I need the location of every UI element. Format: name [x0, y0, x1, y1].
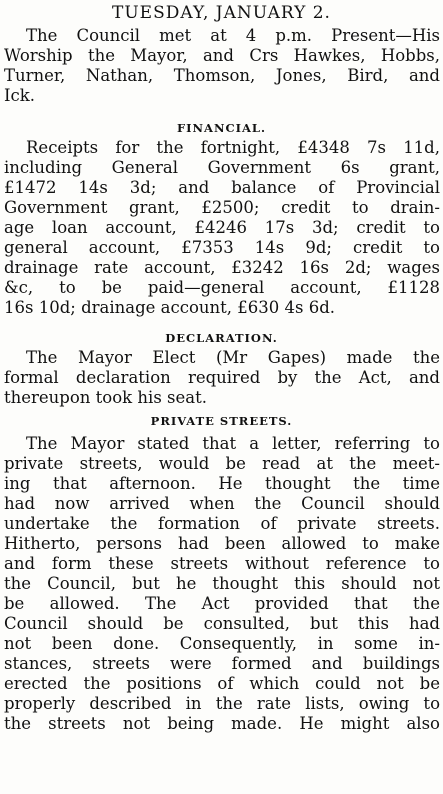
financial-line: drainage rate account, £3242 16s 2d; wages [4, 258, 440, 277]
opening-line: Worship the Mayor, and Crs Hawkes, Hobbs, [4, 46, 440, 65]
private-streets-line: private streets, would be read at the meet- [4, 454, 440, 473]
private-streets-line: Hitherto, persons had been allowed to make [4, 534, 440, 553]
private-streets-line: properly described in the rate lists, owing to [4, 694, 440, 713]
private-streets-line: be allowed. The Act provided that the [4, 594, 440, 613]
private-streets-line: not been done. Consequently, in some in- [4, 634, 440, 653]
private-streets-line: the Council, but he thought this should not [4, 574, 440, 593]
article-dateline: TUESDAY, JANUARY 2. [112, 3, 331, 23]
section-heading-declaration: DECLARATION. [165, 331, 278, 345]
opening-line: The Council met at 4 p.m. Present—His [26, 26, 440, 45]
declaration-line: formal declaration required by the Act, and [4, 368, 440, 387]
private-streets-line: had now arrived when the Council should [4, 494, 440, 513]
financial-line: &c, to be paid—general account, £1128 [4, 278, 440, 297]
private-streets-line: The Mayor stated that a letter, referring to [26, 434, 440, 453]
section-heading-private-streets: PRIVATE STREETS. [150, 414, 293, 428]
financial-line: Government grant, £2500; credit to drain- [4, 198, 440, 217]
financial-line: age loan account, £4246 17s 3d; credit to [4, 218, 440, 237]
opening-line: Ick. [4, 86, 36, 105]
private-streets-line: Council should be consulted, but this had [4, 614, 440, 633]
declaration-line: thereupon took his seat. [4, 388, 207, 407]
private-streets-line: and form these streets without reference to [4, 554, 440, 573]
financial-line: £1472 14s 3d; and balance of Provincial [4, 178, 440, 197]
private-streets-line: the streets not being made. He might also [4, 714, 440, 733]
private-streets-line: ing that afternoon. He thought the time [4, 474, 440, 493]
private-streets-line: stances, streets were formed and buildings [4, 654, 440, 673]
financial-line: 16s 10d; drainage account, £630 4s 6d. [4, 298, 336, 317]
section-heading-financial: FINANCIAL. [176, 121, 267, 135]
private-streets-line: undertake the formation of private streets. [4, 514, 440, 533]
private-streets-line: erected the positions of which could not be [4, 674, 440, 693]
declaration-line: The Mayor Elect (Mr Gapes) made the [26, 348, 440, 367]
opening-line: Turner, Nathan, Thomson, Jones, Bird, and [4, 66, 440, 85]
financial-line: including General Government 6s grant, [4, 158, 440, 177]
financial-line: Receipts for the fortnight, £4348 7s 11d, [26, 138, 440, 157]
financial-line: general account, £7353 14s 9d; credit to [4, 238, 440, 257]
